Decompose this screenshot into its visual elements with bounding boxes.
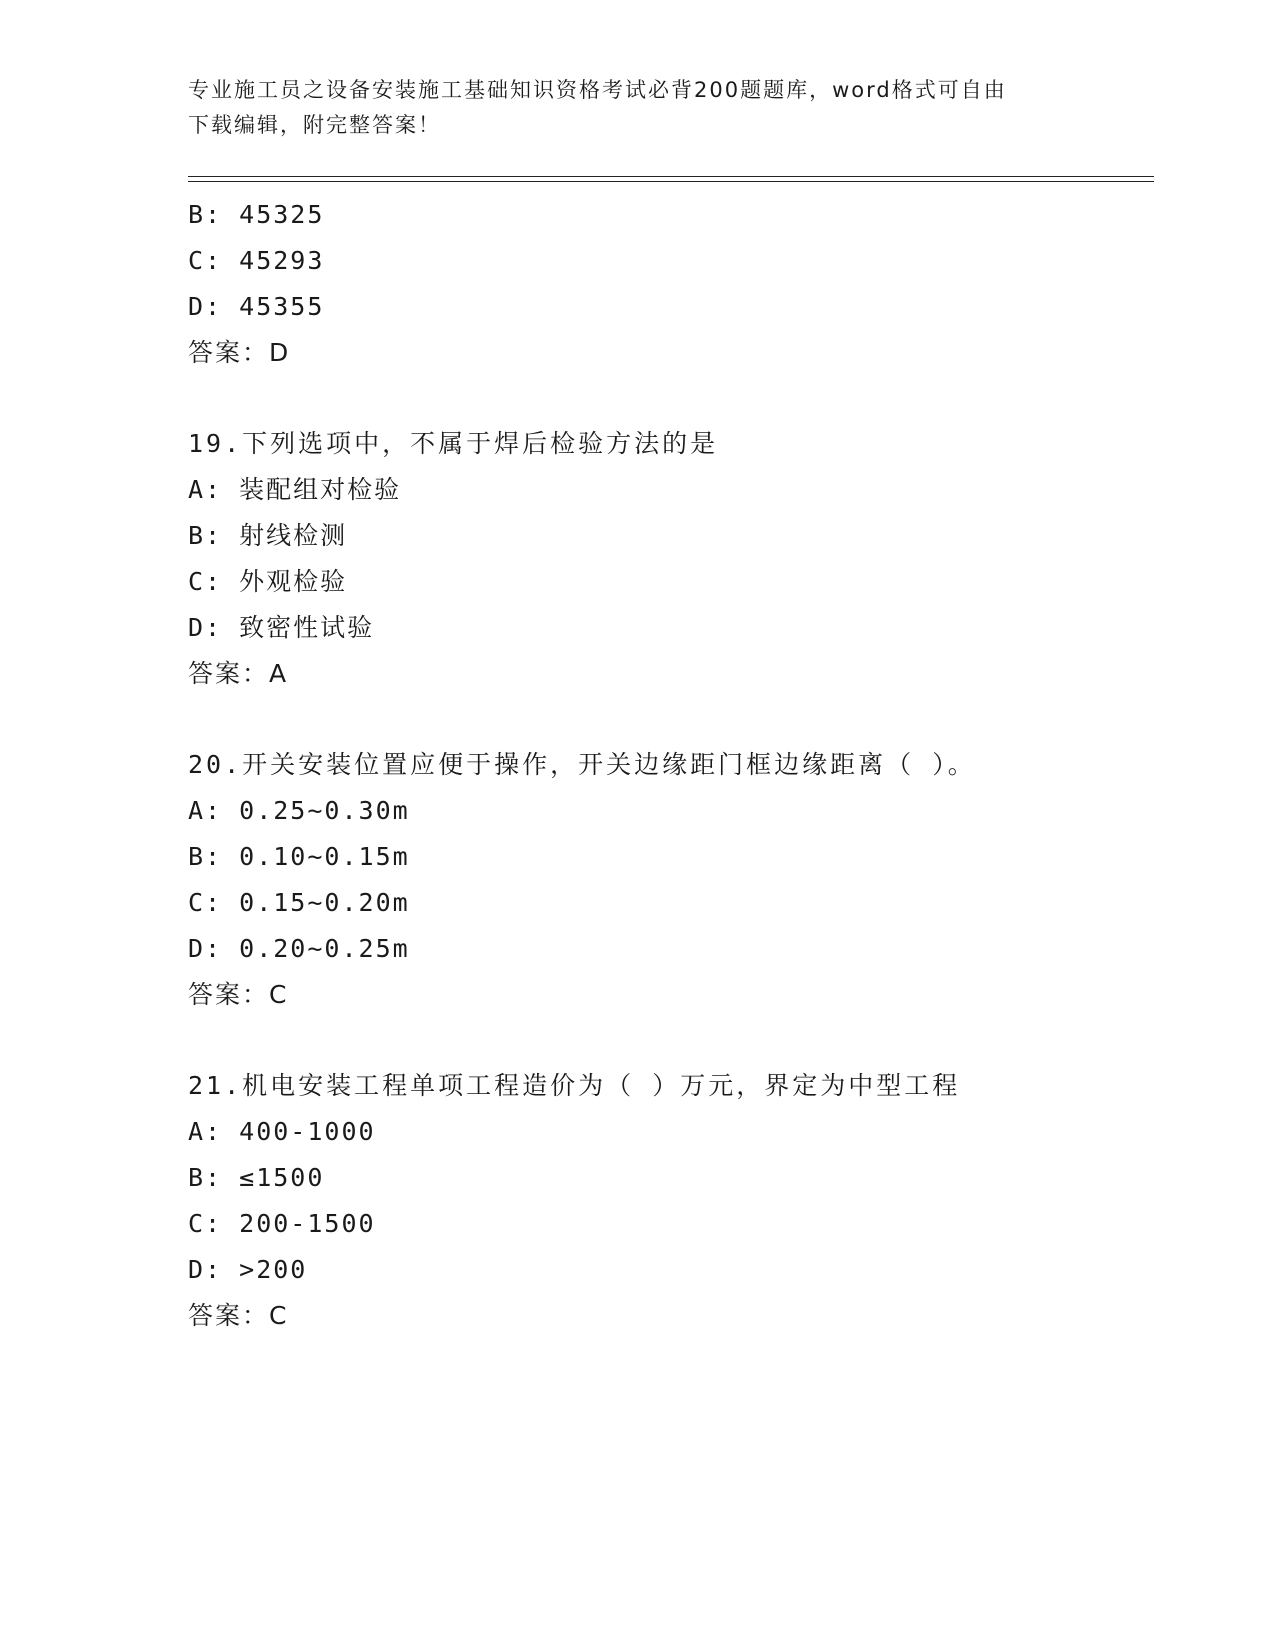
option-a: A: 400-1000 xyxy=(188,1117,376,1146)
header-line-2: 下载编辑，附完整答案！ xyxy=(188,113,441,137)
option-d: D: 致密性试验 xyxy=(188,613,375,642)
document-header xyxy=(188,73,1068,143)
option-c: C: 200-1500 xyxy=(188,1209,376,1238)
option-b: B: 0.10~0.15m xyxy=(188,842,410,871)
question-19 xyxy=(188,421,1148,697)
question-content xyxy=(188,192,1148,1339)
option-d: D: 45355 xyxy=(188,292,325,321)
option-c: C: 外观检验 xyxy=(188,567,348,596)
header-rule-top xyxy=(188,176,1154,177)
header-rule-bottom xyxy=(188,181,1154,182)
option-a: A: 0.25~0.30m xyxy=(188,796,410,825)
option-d: D: >200 xyxy=(188,1255,308,1284)
question-title: 19.下列选项中，不属于焊后检验方法的是 xyxy=(188,429,719,458)
answer-line: 答案：C xyxy=(188,1301,289,1330)
answer-line: 答案：C xyxy=(188,980,289,1009)
option-c: C: 45293 xyxy=(188,246,325,275)
question-title: 20.开关安装位置应便于操作，开关边缘距门框边缘距离（ ）。 xyxy=(188,750,976,779)
answer-line: 答案：D xyxy=(188,338,291,367)
question-20 xyxy=(188,742,1148,1018)
question-21 xyxy=(188,1063,1148,1339)
answer-line: 答案：A xyxy=(188,659,289,688)
option-d: D: 0.20~0.25m xyxy=(188,934,410,963)
question-18-partial xyxy=(188,192,1148,376)
option-c: C: 0.15~0.20m xyxy=(188,888,410,917)
option-b: B: 射线检测 xyxy=(188,521,348,550)
option-a: A: 装配组对检验 xyxy=(188,475,402,504)
header-line-1: 专业施工员之设备安装施工基础知识资格考试必背200题题库，word格式可自由 xyxy=(188,78,1007,102)
option-b: B: ≤1500 xyxy=(188,1163,325,1192)
question-title: 21.机电安装工程单项工程造价为（ ）万元，界定为中型工程 xyxy=(188,1071,961,1100)
option-b: B: 45325 xyxy=(188,200,325,229)
